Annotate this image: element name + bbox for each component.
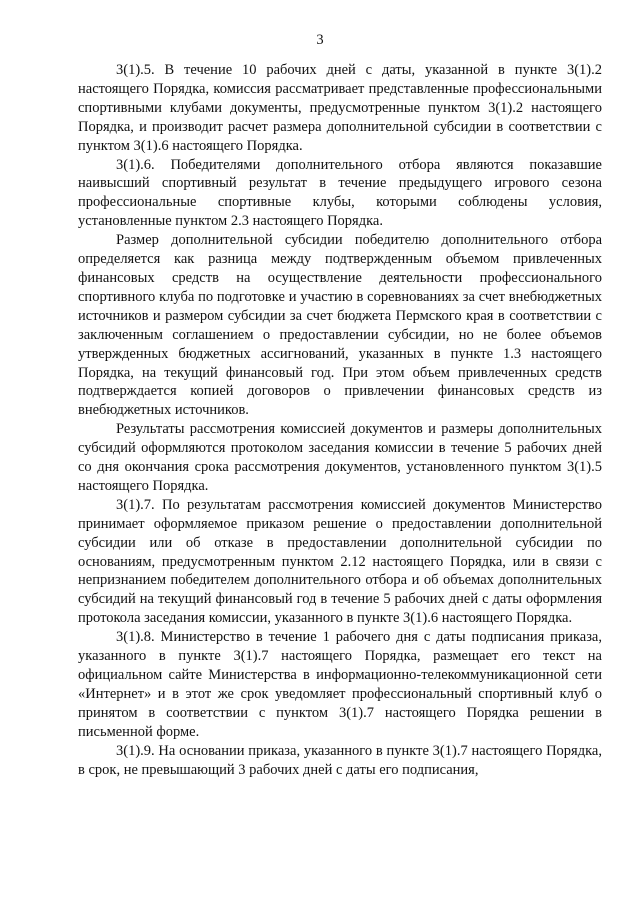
paragraph-3-1-6: 3(1).6. Победителями дополнительного отбора являются показавшие наивысший спортивный результат в течение предыдущего игрового сезона профессиональные спортивные клубы, которыми соблюдены условия, установленные пунктом 2.3 настоящего Порядка. [78, 156, 602, 230]
paragraph-subsidy-size: Размер дополнительной субсидии победителю дополнительного отбора определяется как разница между подтвержденным объемом привлеченных финансовых средств на осуществление деятельности профессионального спортивного клуба по подготовке и участию в соревнованиях за счет внебюджетных источников и размером субсидии за счет бюджета Пермского края в соответствии с заключенным соглашением о предоставлении субсидии, но не более объемов утвержденных бюджетных ассигнований, указанных в пункте 1.3 настоящего Порядка, на текущий финансовый год. При этом объем привлеченных средств подтверждается копией договоров о привлечении финансовых средств из внебюджетных источников. [78, 232, 602, 419]
paragraph-3-1-8: 3(1).8. Министерство в течение 1 рабочего дня с даты подписания приказа, указанного в пункте 3(1).7 настоящего Порядка, размещает его текст на официальном сайте Министерства в информационно-телекоммуникационной сети «Интернет» и в этот же срок уведомляет профессиональный спортивный клуб о принятом в соответствии с пунктом 3(1).7 настоящего Порядка решении в письменной форме. [78, 629, 602, 740]
paragraph-3-1-9: 3(1).9. На основании приказа, указанного в пункте 3(1).7 настоящего Порядка, в срок, не превышающий 3 рабочих дней с даты его подписания, [78, 742, 602, 778]
paragraph-3-1-5: 3(1).5. В течение 10 рабочих дней с даты, указанной в пункте 3(1).2 настоящего Порядка, комиссия рассматривает представленные профессиональными спортивными клубами документы, предусмотренные пунктом 3(1).2 настоящего Порядка, и производит расчет размера дополнительной субсидии в соответствии с пунктом 3(1).6 настоящего Порядка. [78, 62, 602, 154]
paragraph-review-results: Результаты рассмотрения комиссией документов и размеры дополнительных субсидий оформляются протоколом заседания комиссии в течение 5 рабочих дней со дня окончания срока рассмотрения документов, установленного пунктом 3(1).5 настоящего Порядка. [78, 421, 602, 494]
document-body [78, 61, 602, 779]
page-number: 3 [316, 32, 324, 48]
paragraph-3-1-7: 3(1).7. По результатам рассмотрения комиссией документов Министерство принимает оформляемое приказом решение о предоставлении дополнительной субсидии или об отказе в предоставлении дополнительной субсидии по основаниям, предусмотренным пунктом 2.12 настоящего Порядка, или в связи с непризнанием победителем дополнительного отбора и об объемах дополнительных субсидий на текущий финансовый год в течение 5 рабочих дней с даты оформления протокола заседания комиссии, указанного в пункте 3(1).6 настоящего Порядка. [78, 496, 602, 627]
